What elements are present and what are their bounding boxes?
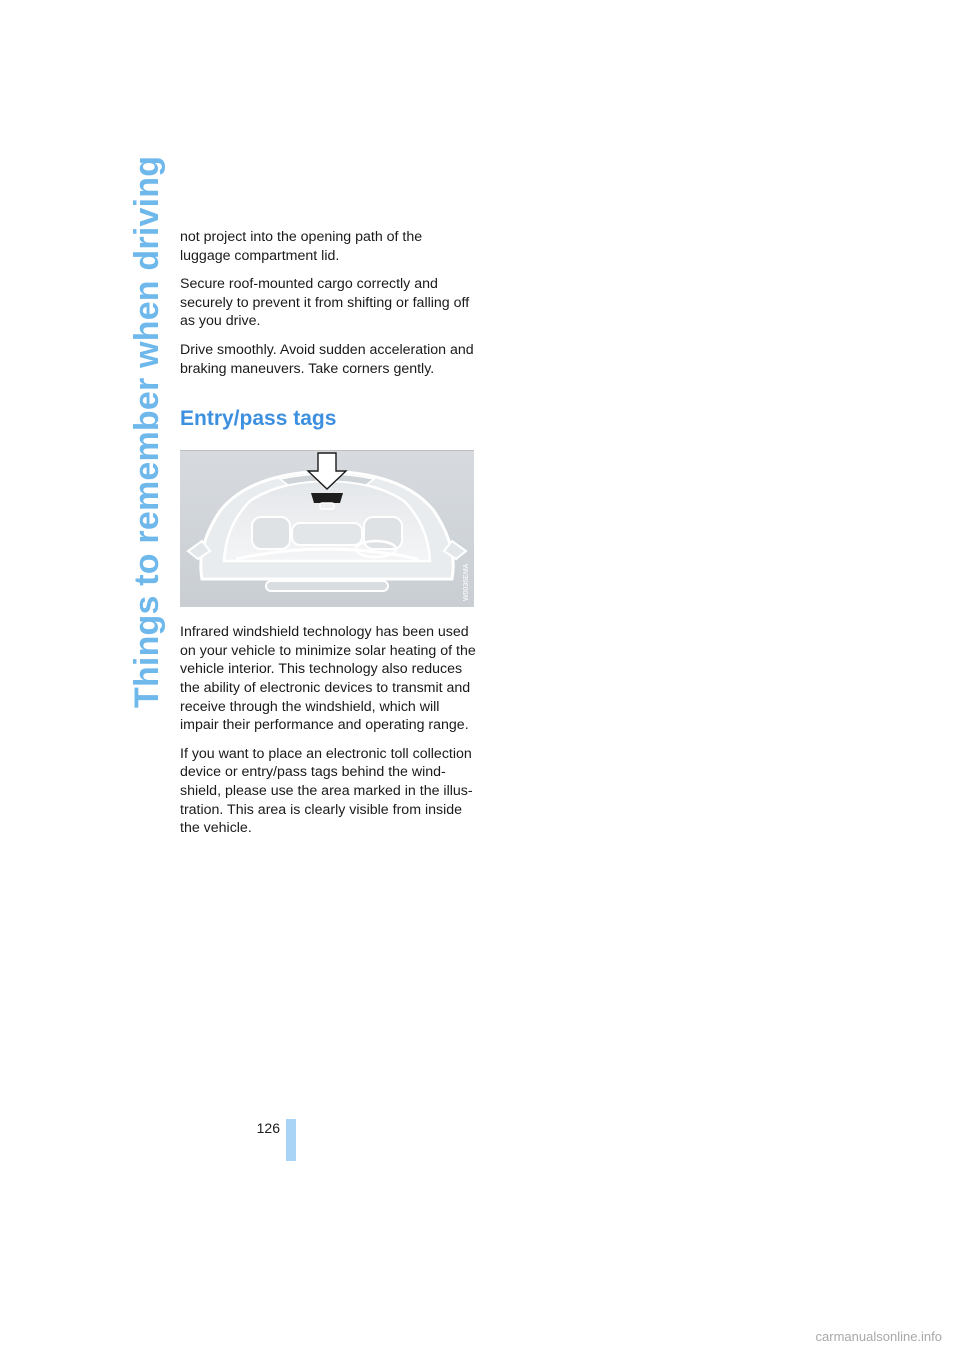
- paragraph-infrared-windshield: Infrared windshield technology has been used on your vehicle to minimize solar heating of the vehicle interior. This technology also reduces the ability of electronic devices to transmit and receive through the windshield, which will impair their performance and operating range.: [180, 624, 476, 734]
- paragraph-drive-smoothly: Drive smoothly. Avoid sudden acceleration and braking maneuvers. Take corners gently.: [180, 341, 474, 377]
- page-number: 126: [256, 1120, 280, 1136]
- chapter-title-text: Things to remember when driving: [128, 155, 166, 708]
- chapter-side-title: [98, 155, 166, 708]
- watermark: carmanualsonline.info: [815, 1329, 942, 1344]
- page-number-bar: [286, 1119, 296, 1161]
- windshield-drawing: [180, 451, 474, 607]
- figure-code: W0036EMA: [463, 563, 470, 602]
- windshield-illustration: [180, 450, 474, 607]
- paragraph-luggage-lid: not project into the opening path of the luggage compartment lid.: [180, 229, 423, 264]
- section-heading-entry-pass-tags: Entry/pass tags: [180, 407, 337, 431]
- paragraph-roof-cargo: Secure roof-mounted cargo correctly and securely to prevent it from shifting or falling off as you drive.: [180, 276, 470, 330]
- paragraph-toll-device: If you want to place an electronic toll collection device or entry/pass tags behind the wind-shield, please use the area marked in the illus-tration. This area is clearly visible from inside the vehicle.: [180, 745, 473, 837]
- main-column: [180, 228, 476, 848]
